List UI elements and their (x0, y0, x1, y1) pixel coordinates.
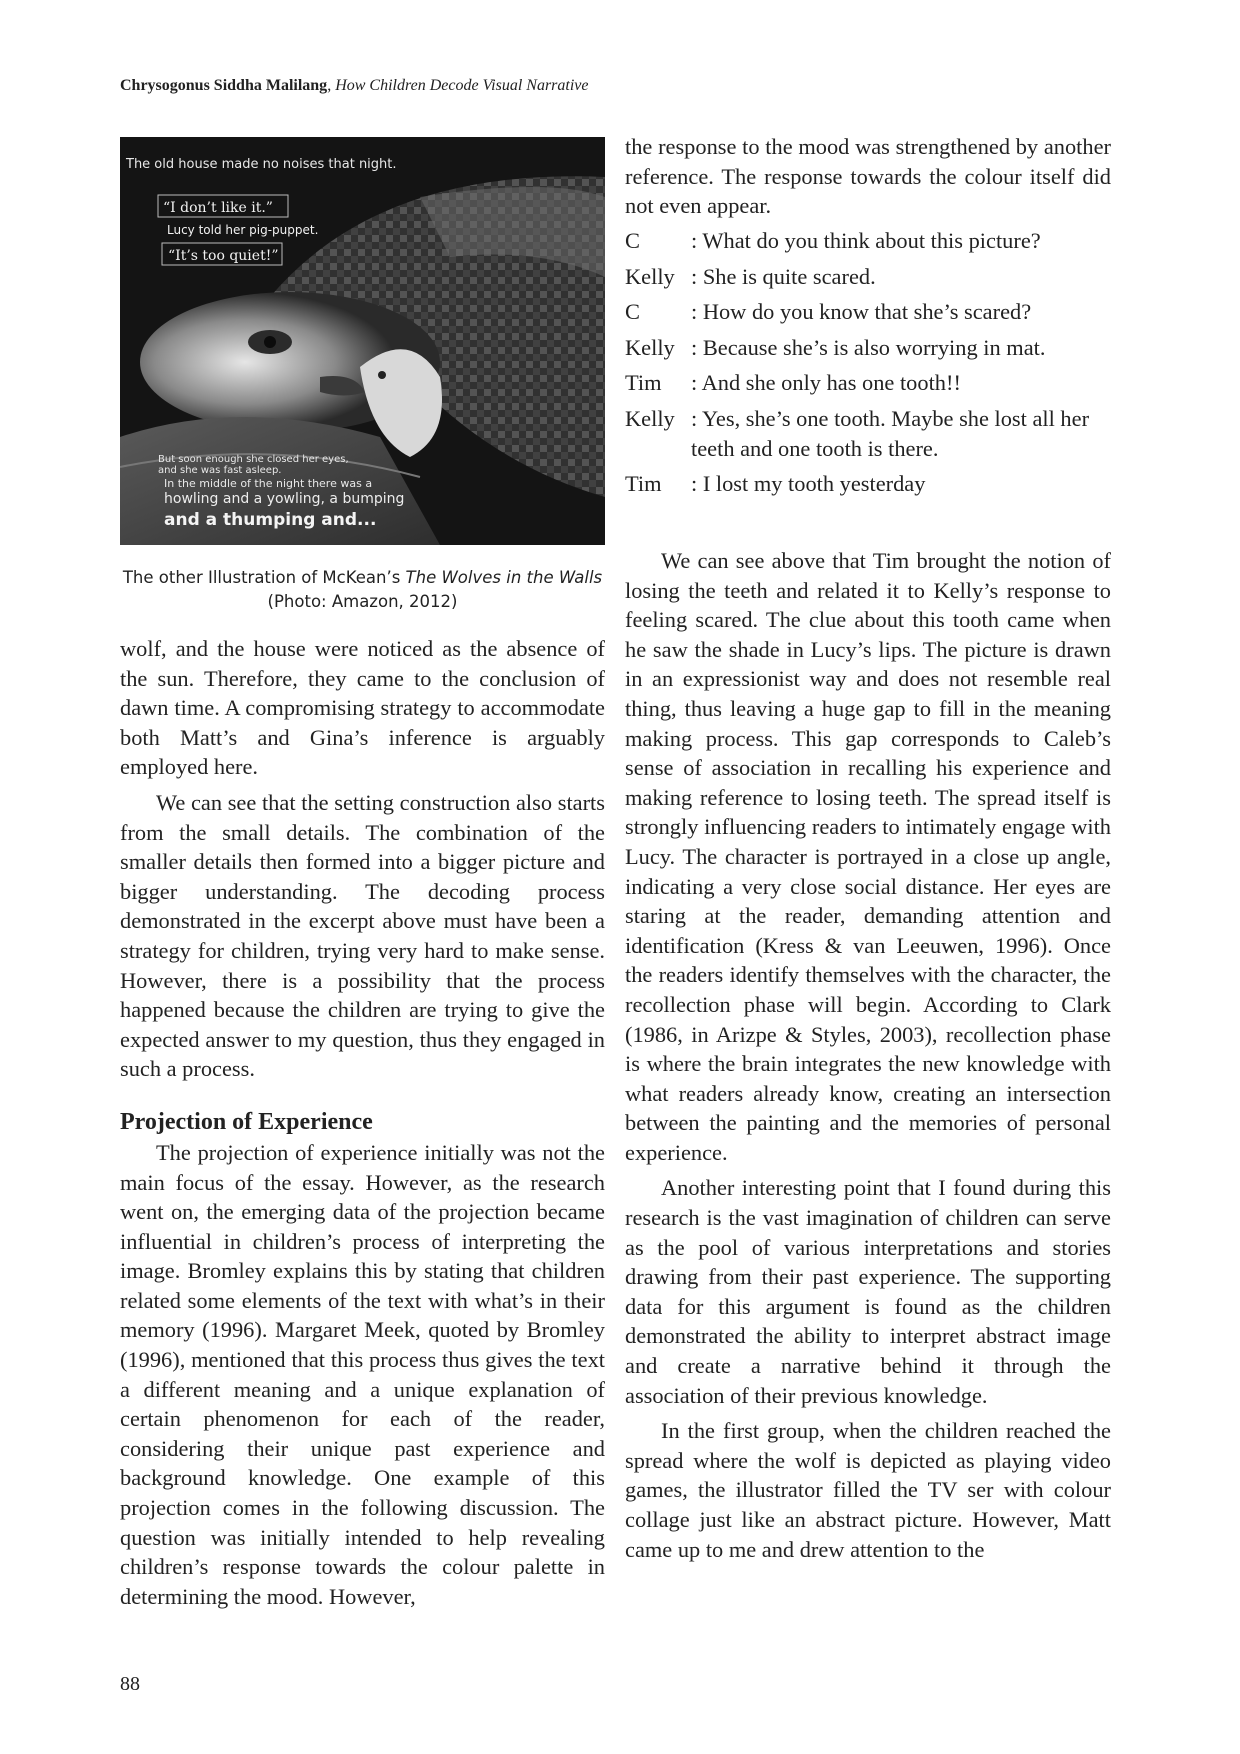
left-para-1: wolf, and the house were noticed as the absence of the sun. Therefore, they came to the conclusion of dawn time. A compromising strategy to accommodate both Matt’s and Gina’s inference is arguably employed here. (120, 636, 605, 780)
dialogue-line (625, 469, 1111, 499)
dialogue-line (625, 297, 1111, 327)
section-heading: Projection of Experience (120, 1108, 373, 1135)
dialogue-text: : Yes, she’s one tooth. Maybe she lost all her teeth and one tooth is there. (691, 405, 1090, 461)
figure-bottom-line-5: and a thumping and... (164, 510, 377, 530)
figure-bubble1-sub: Lucy told her pig-puppet. (167, 223, 319, 237)
dialogue-speaker: Kelly (625, 263, 675, 289)
right-column-intro (625, 132, 1111, 221)
dialogue-line (625, 404, 1111, 463)
figure-bottom-line-3: In the middle of the night there was a (164, 477, 373, 490)
caption-pre: The other Illustration of McKean’s (122, 568, 406, 587)
figure-caption (120, 566, 605, 614)
dialogue-line (625, 262, 1111, 292)
dialogue-speaker: C (625, 299, 640, 325)
right-para-2: Another interesting point that I found during this research is the vast imagination of children can serve as the pool of various interpretations and stories drawing from their past experience. The supporting data for this argument is found as the children demonstrated the ability to interpret abstract image and create a narrative behind it through the association of their previous knowledge. (625, 1175, 1111, 1408)
right-para-3: In the first group, when the children reached the spread where the wolf is depicted as playing video games, the illustrator filled the TV ser with colour collage just like an abstract picture. However, Matt came up to me and drew attention to the (625, 1418, 1111, 1562)
left-para-2: We can see that the setting construction also starts from the small details. The combination of the smaller details then formed into a bigger picture and bigger understanding. The decoding process demonstrated in the excerpt above must have been a strategy for children, trying very hard to make sense. However, there is a possibility that the process happened because the children are trying to give the expected answer to my question, thus they engaged in such a process. (120, 789, 605, 1082)
dialogue-speaker: Kelly (625, 405, 675, 431)
dialogue-block (625, 226, 1111, 505)
dialogue-text: : What do you think about this picture? (691, 228, 1041, 253)
caption-post: (Photo: Amazon, 2012) (267, 592, 458, 611)
dialogue-line (625, 226, 1111, 256)
running-head (120, 77, 589, 95)
dialogue-text: : How do you know that she’s scared? (691, 299, 1032, 325)
illustration-figure (120, 137, 605, 545)
dialogue-speaker: Kelly (625, 334, 675, 360)
dialogue-line (625, 333, 1111, 363)
dialogue-speaker: Tim (625, 471, 662, 497)
figure-bubble1: “I don’t like it.” (163, 200, 273, 216)
figure-top-text: The old house made no noises that night. (126, 157, 397, 172)
figure-bottom-line-1: But soon enough she closed her eyes, (158, 454, 349, 465)
figure-bottom-line-2: and she was fast asleep. (158, 465, 282, 476)
running-head-author: Chrysogonus Siddha Malilang (120, 77, 328, 94)
illustration-image (120, 137, 605, 545)
running-head-separator: , (327, 77, 336, 94)
running-head-title: How Children Decode Visual Narrative (335, 77, 589, 94)
left-column (120, 634, 605, 1611)
right-intro: the response to the mood was strengthened by another reference. The response towards the colour itself did not even appear. (625, 134, 1111, 219)
dialogue-speaker: C (625, 228, 640, 253)
right-column-body (625, 546, 1111, 1564)
left-para-3: The projection of experience initially was not the main focus of the essay. However, as the research went on, the emerging data of the projection became influential in children’s process of interpreting the image. Bromley explains this by stating that children related some elements of the text with what’s in their memory (1996). Margaret Meek, quoted by Bromley (1996), mentioned that this process thus gives the text a different meaning and a unique explanation of certain phenomenon for each of the reader, considering their unique past experience and background knowledge. One example of this projection comes in the following discussion. The question was initially intended to help revealing children’s response towards the colour palette in determining the mood. However, (120, 1139, 605, 1609)
figure-bottom-line-4: howling and a yowling, a bumping (164, 491, 405, 507)
dialogue-text: : Because she’s is also worrying in mat. (691, 334, 1046, 360)
page-number: 88 (120, 1673, 140, 1695)
caption-italic: The Wolves in the Walls (405, 568, 603, 587)
dialogue-speaker: Tim (625, 370, 662, 396)
dialogue-line (625, 368, 1111, 398)
dialogue-text: : And she only has one tooth!! (691, 370, 961, 396)
right-para-1: We can see above that Tim brought the notion of losing the teeth and related it to Kelly’s response to feeling scared. The clue about this tooth came when he saw the shade in Lucy’s lips. The picture is drawn in an expressionist way and does not resemble real thing, thus leaving a huge gap to fill in the meaning making process. This gap corresponds to Caleb’s sense of association in recalling his experience and making reference to losing teeth. The spread itself is strongly influencing readers to intimately engage with Lucy. The character is portrayed in a close up angle, indicating a very close social distance. Her eyes are staring at the reader, demanding attention and identification (Kress & van Leeuwen, 1996). Once the readers identify themselves with the character, the recollection phase will begin. According to Clark (1986, in Arizpe & Styles, 2003), recollection phase is where the brain integrates the new knowledge with what readers already know, creating an intersection between the painting and the memories of personal experience. (625, 548, 1111, 1165)
dialogue-text: : I lost my tooth yesterday (691, 471, 926, 497)
figure-bubble2: “It’s too quiet!” (168, 248, 279, 264)
dialogue-text: : She is quite scared. (691, 263, 876, 289)
